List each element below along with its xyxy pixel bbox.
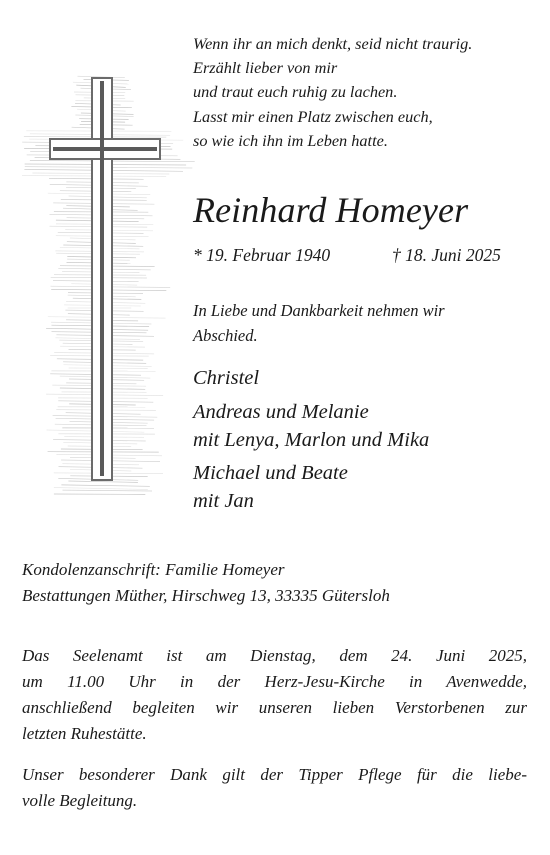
cross-icon [22, 68, 222, 508]
poem-line: Wenn ihr an mich denkt, seid nicht traurig. [193, 34, 473, 53]
thanks-line: Unser besonderer Dank gilt der Tipper Pflege für die liebe- [22, 765, 527, 784]
mourner-group [193, 398, 429, 455]
condolence-line: Bestattungen Müther, Hirschweg 13, 33335 Gütersloh [22, 586, 390, 605]
mourner-line: Michael und Beate [193, 461, 348, 484]
shadow-stroke [54, 488, 148, 490]
condolence-line: Kondolenzanschrift: Familie Homeyer [22, 560, 285, 579]
mourner-line: Andreas und Melanie [193, 400, 369, 423]
thanks-line: volle Begleitung. [22, 791, 138, 810]
poem [193, 32, 472, 153]
deceased-name: Reinhard Homeyer [193, 190, 469, 230]
shadow-stroke [61, 485, 149, 486]
poem-line: Erzählt lieber von mir [193, 58, 338, 78]
condolence-address [22, 557, 390, 609]
mourners-list [193, 364, 429, 516]
mourner-line: mit Jan [193, 490, 254, 512]
mourner-line: Christel [193, 367, 260, 389]
service-line: um 11.00 Uhr in der Herz-Jesu-Kirche in Avenwedde, [22, 672, 527, 691]
mourner-group [193, 459, 429, 516]
farewell-line: Abschied. [193, 326, 258, 345]
thanks-note [22, 762, 527, 814]
mourner-line: mit Lenya, Marlon und Mika [193, 429, 430, 451]
service-line: letzten Ruhestätte. [22, 724, 147, 743]
poem-line: so wie ich ihn im Leben hatte. [193, 130, 388, 150]
birth-date: * 19. Februar 1940 [193, 245, 331, 265]
shadow-stroke [68, 481, 137, 482]
farewell-text [193, 298, 445, 348]
service-line: anschließend begleiten wir unseren lieben Verstorbenen zur [22, 698, 527, 717]
death-date: † 18. Juni 2025 [392, 245, 501, 265]
poem-line: Lasst mir einen Platz zwischen euch, [193, 106, 433, 126]
service-info [22, 643, 527, 747]
farewell-line: In Liebe und Dankbarkeit nehmen wir [193, 301, 445, 320]
mourner-group [193, 364, 429, 393]
service-line: Das Seelenamt ist am Dienstag, dem 24. Juni 2025, [22, 646, 527, 665]
poem-line: und traut euch ruhig zu lachen. [193, 82, 398, 102]
shadow-stroke [63, 490, 153, 491]
